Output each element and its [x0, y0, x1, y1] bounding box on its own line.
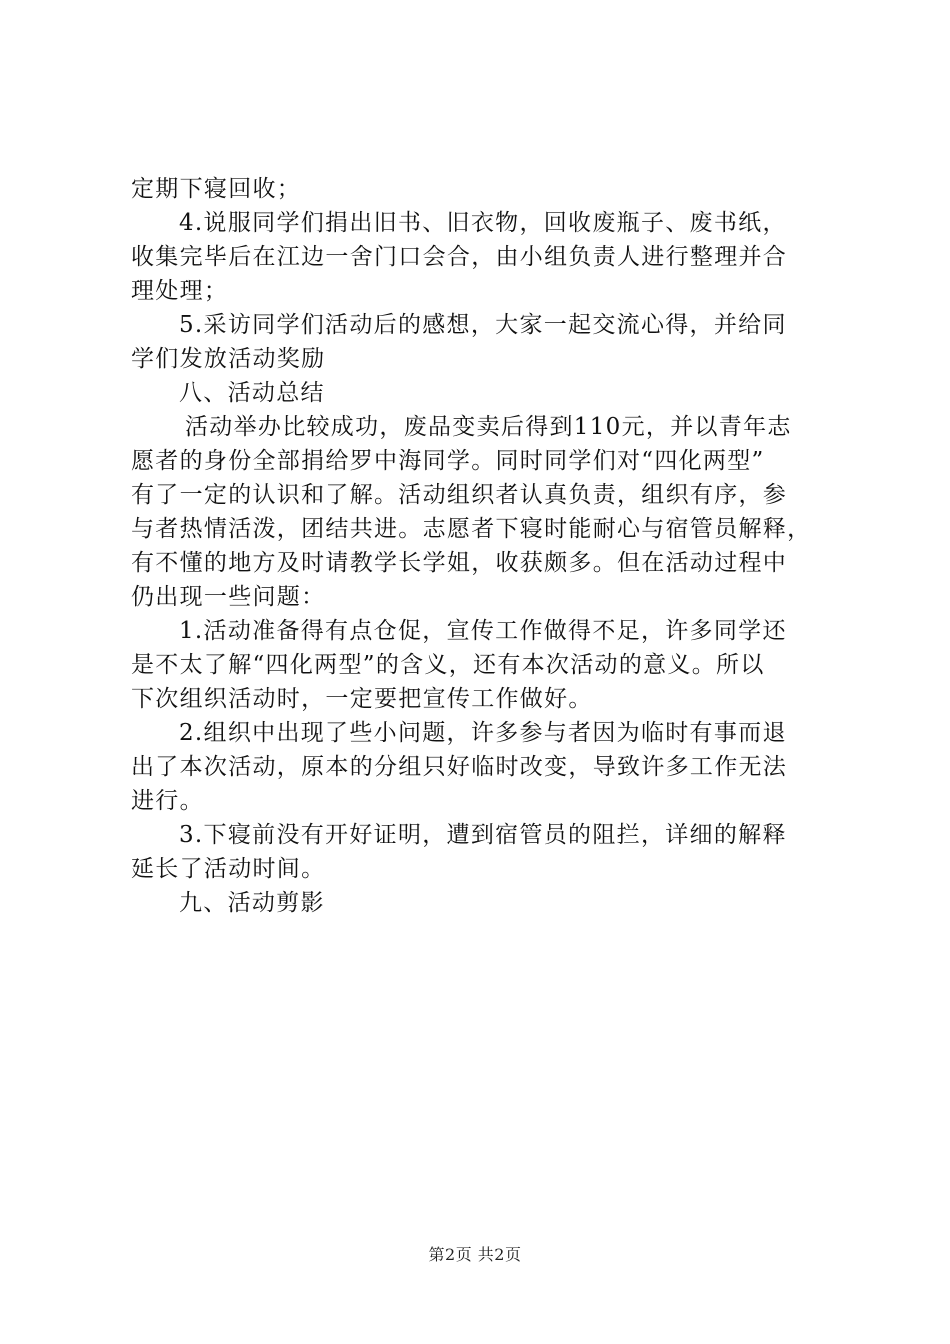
- text-line: 愿者的身份全部捐给罗中海同学。同时同学们对“四化两型”: [131, 448, 765, 474]
- summary-paragraph-start: 活动举办比较成功，废品变卖后得到110元，并以青年志: [185, 414, 792, 440]
- problem-item-3: 3.下寝前没有开好证明，遭到宿管员的阻拦，详细的解释: [179, 822, 787, 848]
- text-line: 延长了活动时间。: [131, 856, 326, 882]
- text-line: 进行。: [131, 788, 204, 814]
- section-heading-summary: 八、活动总结: [179, 380, 325, 406]
- text-line: 收集完毕后在江边一舍门口会合，由小组负责人进行整理并合: [131, 244, 788, 270]
- problem-item-2: 2.组织中出现了些小问题，许多参与者因为临时有事而退: [179, 720, 787, 746]
- text-line: 出了本次活动，原本的分组只好临时改变，导致许多工作无法: [131, 754, 788, 780]
- text-line: 与者热情活泼，团结共进。志愿者下寝时能耐心与宿管员解释，: [131, 516, 812, 542]
- page-number-footer: 第2页 共2页: [428, 1245, 522, 1264]
- section-heading-photos: 九、活动剪影: [179, 890, 325, 916]
- text-line: 学们发放活动奖励: [131, 346, 326, 372]
- text-line: 下次组织活动时，一定要把宣传工作做好。: [131, 686, 593, 712]
- text-line: 是不太了解“四化两型”的含义，还有本次活动的意义。所以: [131, 652, 765, 678]
- document-body: [131, 172, 831, 920]
- text-line: 有不懂的地方及时请教学长学姐，收获颇多。但在活动过程中: [131, 550, 788, 576]
- list-item-5: 5.采访同学们活动后的感想，大家一起交流心得，并给同: [179, 312, 787, 338]
- text-line: 定期下寝回收；: [131, 176, 302, 202]
- problem-item-1: 1.活动准备得有点仓促，宣传工作做得不足，许多同学还: [179, 618, 787, 644]
- text-line: 理处理；: [131, 278, 229, 304]
- list-item-4: 4.说服同学们捐出旧书、旧衣物，回收废瓶子、废书纸，: [179, 210, 787, 236]
- text-line: 有了一定的认识和了解。活动组织者认真负责，组织有序，参: [131, 482, 788, 508]
- text-line: 仍出现一些问题：: [131, 584, 326, 610]
